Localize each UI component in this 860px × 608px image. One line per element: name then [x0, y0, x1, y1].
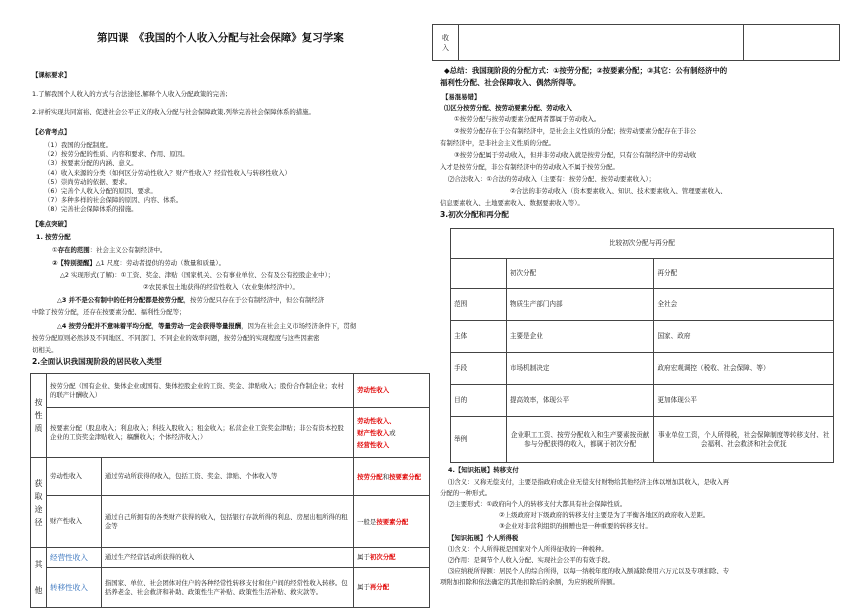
yihun-3b: 入才是按劳分配，非公有制经济中的劳动收入不属于按劳分配。 [440, 163, 619, 171]
cell-zhuanyi-label: 转移性收入 [46, 568, 101, 608]
compare-row-b: 国家、政府 [654, 321, 834, 353]
row-group-tujing: 获 取 途 径 [31, 458, 47, 548]
compare-head-empty [451, 259, 507, 289]
knowledge-2-d: 项附加扣除和依法确定的其他扣除后的余额，为应纳税所得额。 [440, 578, 619, 586]
s1-line: ①存在的范围：社会主义公有制经济中。 [52, 246, 167, 254]
compare-row-label: 目的 [451, 385, 507, 417]
knowledge-1-title: 4.【知识拓展】转移支付 [448, 466, 519, 474]
compare-row-label: 手段 [451, 353, 507, 385]
knowledge-2-c: ⑶应纳税所得额：居民个人的综合所得，以每一纳税年度的收入额减除费用六万元以及专项扣除、专 [448, 567, 730, 575]
yihun-4a: ⑵合法收入：①合法的劳动收入（主要有：按劳分配、按劳动要素收入）； [448, 175, 656, 183]
compare-row-b: 全社会 [654, 289, 834, 321]
cell-empty-2 [744, 25, 840, 61]
cell-zhuanyi-result: 属于再分配 [354, 568, 430, 608]
bibei-item: （8）完善社会保障体系的措施。 [44, 205, 138, 214]
cell-anlao-result: 劳动性收入 [354, 374, 430, 408]
compare-row-a: 提高效率，体现公平 [506, 385, 654, 417]
cell-laodong-text: 通过劳动所获得的收入，包括工资、奖金、津贴、个体收入等 [101, 458, 353, 496]
cell-anyaosu: 按要素分配（股息收入；利息收入；科技入股收入；租金收入；私营企业工资奖金津贴；非公有资本控股企业的工资奖金津贴收入；稿酬收入；个体经济收入；） [46, 408, 353, 458]
compare-title: 比较初次分配与再分配 [451, 229, 834, 259]
kebiao-line-2: 2.评析实现共同富裕、促进社会公平正义的收入分配与社会保障政策,列举完善社会保障体系的措施。 [32, 108, 315, 116]
cell-jingying-result: 属于初次分配 [354, 548, 430, 568]
cell-zhuanyi-text: 指国家、单位、社会团体对住户的各种经常性转移支付和住户间的经常性收入转移。包括养老金、社会救济和补助、政策性生产补贴、政策性生活补贴、救灾款等。 [101, 568, 353, 608]
s4-line-2: 中除了按劳分配，还存在按要素分配、福利性分配等； [32, 308, 186, 316]
cell-laodong-label: 劳动性收入 [46, 458, 101, 496]
cell-jingying-text: 通过生产经营活动所获得的收入 [101, 548, 353, 568]
summary-line-2: 福利性分配、社会保障收入、偶然所得等。 [440, 78, 581, 87]
cell-caichan-text: 通过自己所拥有的各类财产获得的收入，包括银行存款所得的利息、房屋出租所得的租金等 [101, 496, 353, 548]
top-continuation-table [432, 24, 840, 61]
bibei-item: （1）我国的分配制度。 [44, 141, 112, 149]
section-3-title: 3.初次分配和再分配 [440, 210, 509, 219]
bibei-item: （6）完善个人收入分配的原因、要求。 [44, 187, 157, 196]
compare-row-b: 更加体现公平 [654, 385, 834, 417]
s5-line-1: △4 按劳分配并不意味着平均分配，等量劳动一定会获得等量报酬，因为在社会主义市场经济条件下，贯彻 [57, 322, 357, 330]
nandian-header: 【难点突破】 [32, 220, 71, 228]
bibei-header: 【必背考点】 [32, 128, 71, 136]
yihun-1: ①按劳分配与按劳动要素分配两者都属于劳动收入。 [454, 115, 601, 123]
yihun-4b: ②合法的非劳动收入（资本要素收入、知识、技术要素收入、管理要素收入、 [510, 187, 727, 195]
knowledge-2-title: 【知识拓展】个人所得税 [448, 534, 519, 542]
bibei-item: （5）崇尚劳动的依据、要求。 [44, 177, 132, 186]
compare-row-a: 市场机制决定 [506, 353, 654, 385]
s2-line: ②【特别提醒】△1 尺度：劳动者提供的劳动（数量和质量）。 [52, 259, 225, 267]
compare-row-b: 政府宏观调控（税收、社会保障、等） [654, 353, 834, 385]
compare-row-b: 事业单位工资，个人所得税，社会保障制度等转移支付、社会福利、社会救济和社会优抚 [654, 417, 834, 463]
income-type-table [30, 373, 430, 608]
s4-line-1: △3 并不是公有制中的任何分配都是按劳分配，按劳分配只存在于公有制经济中，但公有制经济 [57, 296, 325, 304]
cell-caichan-label: 财产性收入 [46, 496, 101, 548]
compare-row-a: 主要是企业 [506, 321, 654, 353]
summary-line-1: ◆总结：我国现阶段的分配方式：①按劳分配；②按要素分配；③其它：公有制经济中的 [444, 66, 728, 75]
knowledge-2-b: ⑵作用：是调节个人收入分配、实现社会公平的有效手段。 [448, 556, 615, 564]
compare-table [450, 228, 834, 463]
yihun-2a: ②按劳分配存在于公有制经济中，是社会主义性质的分配；按劳动要素分配存在于非公 [454, 127, 697, 135]
s3-line-1: △2 实现形式(了解)：①工资、奖金、津贴（国家机关、公有事业单位、公有及公有控股企业中）； [60, 271, 335, 279]
yihun-title: ⑴区分按劳分配、按劳动要素分配、劳动收入 [444, 104, 572, 112]
cell-caichan-result: 一般是按要素分配 [354, 496, 430, 548]
cell-anyaosu-result: 劳动性收入、 财产性收入或 经营性收入 [354, 408, 430, 458]
cell-laodong-result: 按劳分配和按要素分配 [354, 458, 430, 496]
compare-head-a: 初次分配 [506, 259, 654, 289]
section-1-title: 1. 按劳分配 [36, 233, 71, 241]
compare-row-label: 主体 [451, 321, 507, 353]
bibei-item: （7）多种多样的社会保障的原因、内容、体系。 [44, 196, 183, 205]
bibei-item: （3）按要素分配的内涵、意义。 [44, 159, 138, 168]
row-group-xingzhi: 按 性 质 [31, 374, 47, 458]
kebiao-header: 【课标要求】 [32, 71, 71, 79]
s5-line-3: 切相关。 [32, 346, 58, 354]
knowledge-1-e: ③企业对非营利组织的捐赠也是一种重要的转移支付。 [499, 522, 652, 530]
cell-shouru: 收 入 [433, 25, 459, 61]
knowledge-1-d: ②上级政府对下级政府的转移支付主要是为了平衡各地区的政府收入差距。 [499, 511, 710, 519]
knowledge-2-a: ⑴含义：个人所得税是国家对个人所得征收的一种税种。 [448, 545, 608, 553]
compare-row-label: 范围 [451, 289, 507, 321]
yihun-3a: ③按劳分配属于劳动收入，但并非劳动收入就是按劳分配，只有公有制经济中的劳动收 [454, 151, 697, 159]
bibei-item: （4）收入来源的分类（如何区分劳动性收入？财产性收入？经营性收入与转移性收入） [44, 168, 291, 177]
bibei-item: （2）按劳分配的性质、内容和要求、作用、原因。 [44, 150, 189, 159]
section-2-title: 2.全面认识我国现阶段的居民收入类型 [32, 357, 162, 366]
compare-head-b: 再分配 [654, 259, 834, 289]
compare-row-a: 企业职工工资、按劳分配收入和生产要素按贡献参与分配获得的收入，都属于初次分配 [506, 417, 654, 463]
row-group-qita: 其 他 [31, 548, 47, 608]
knowledge-1-c: ⑵主要形式：①政府向个人的转移支付大都具有社会保障性质。 [448, 500, 627, 508]
compare-row-a: 物质生产部门内部 [506, 289, 654, 321]
s3-line-2: ②农民承包土地获得的经营性收入（农业集体经济中）。 [143, 283, 299, 291]
knowledge-1-b: 分配的一种形式。 [440, 489, 492, 497]
yihun-2b: 有制经济中，是非社会主义性质的分配。 [440, 139, 556, 147]
knowledge-1-a: ⑴含义：又称无偿支付，主要是指政府或企业无偿支付财物给其他经济主体以增加其收入，是收入再 [448, 478, 730, 486]
cell-empty-1 [458, 25, 743, 61]
yihun-header: 【易混易错】 [442, 93, 481, 101]
kebiao-line-1: 1.了解我国个人收入的方式与合法途径,解释个人收入分配政策的完善; [32, 90, 228, 98]
compare-row-label: 举例 [451, 417, 507, 463]
cell-anlao: 按劳分配（国有企业、集体企业或国有、集体控股企业的工资、奖金、津贴收入；股份合作制企业；农村的联产计酬收入） [46, 374, 353, 408]
s5-line-2: 按劳分配原则必然涉及不同地区、不同部门、不同企业的效率问题，按劳分配的实现程度与这些因素密 [32, 334, 320, 342]
page-title: 第四课 《我国的个人收入分配与社会保障》复习学案 [97, 32, 344, 44]
yihun-4c: 信息要素收入、土地要素收入、数据要素收入等）。 [440, 199, 584, 207]
bibei-list [44, 141, 291, 215]
cell-jingying-label: 经营性收入 [46, 548, 101, 568]
